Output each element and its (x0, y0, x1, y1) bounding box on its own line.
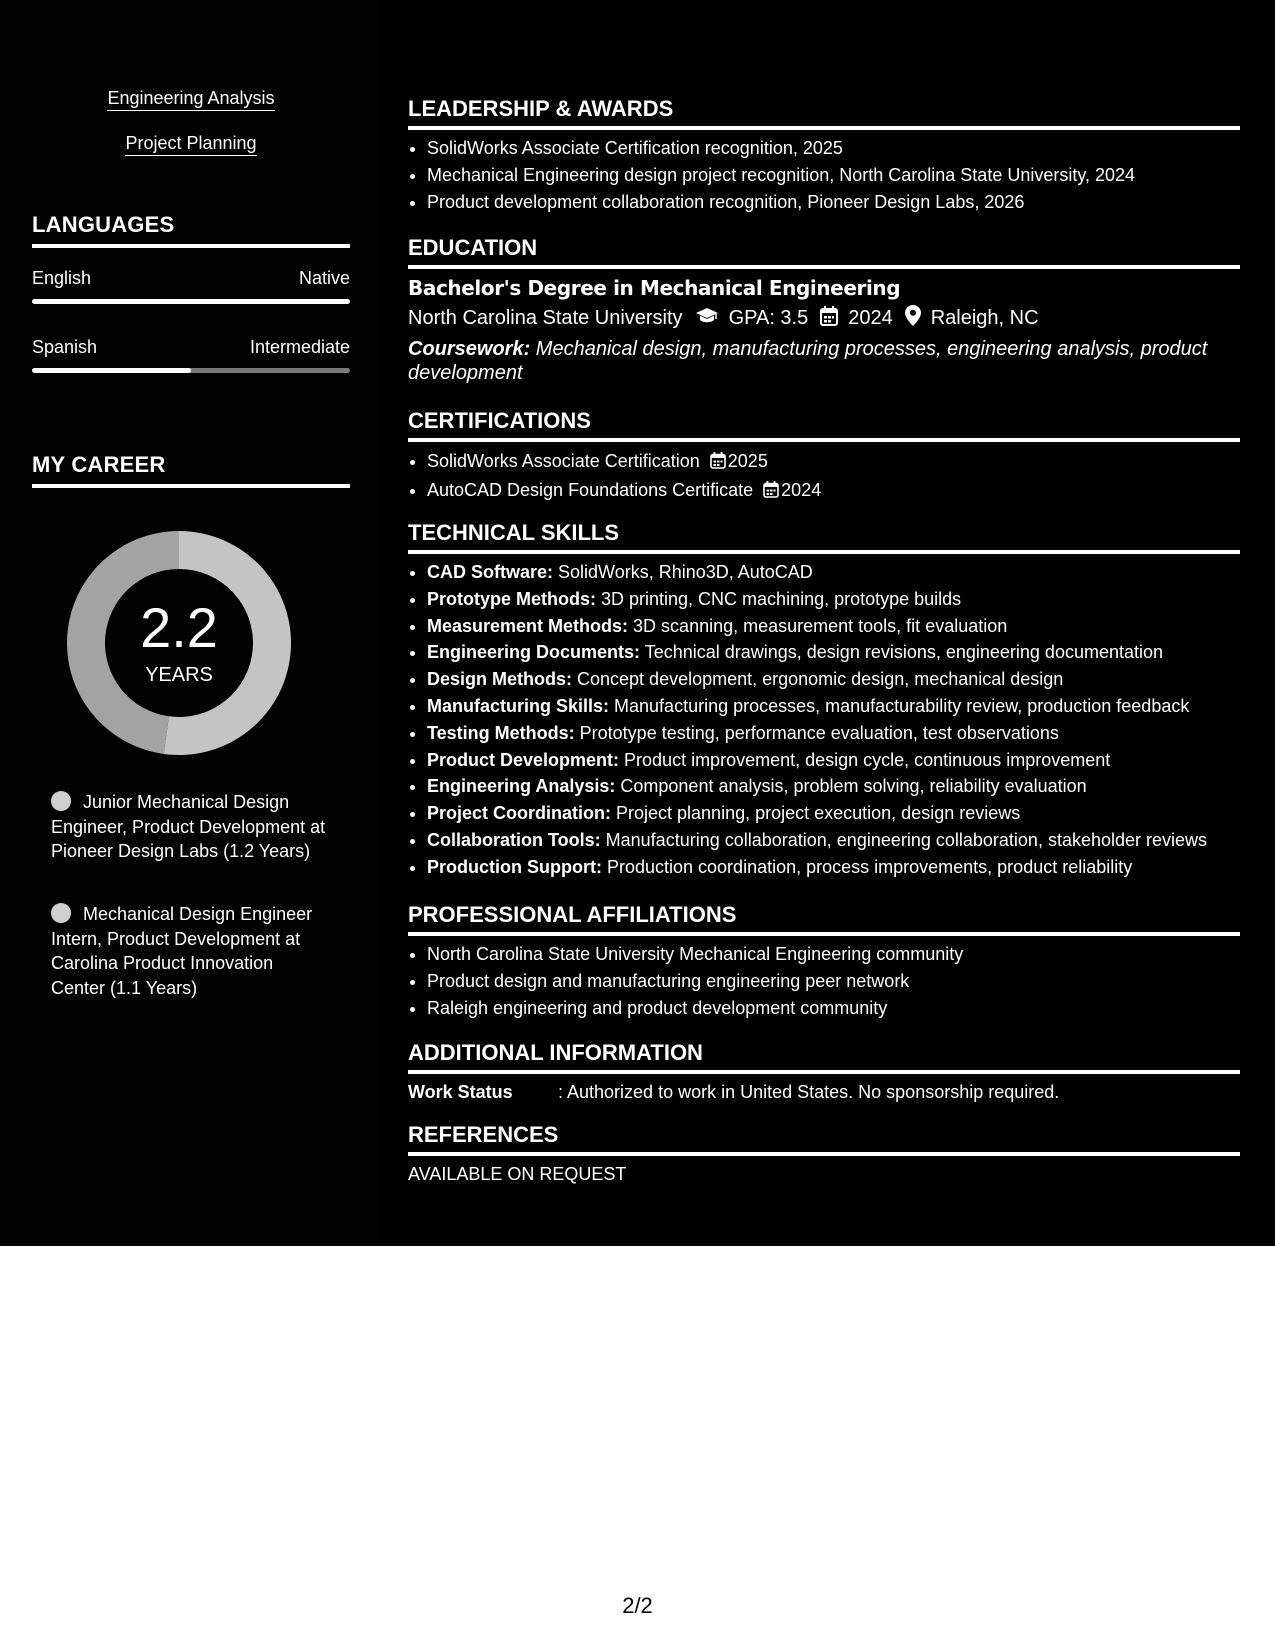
career-total-years: 2.2 (140, 596, 218, 659)
technical-skill-value: Product improvement, design cycle, continuous improvement (619, 749, 1111, 770)
map-pin-icon (905, 305, 921, 332)
technical-skill-label: Product Development: (427, 749, 620, 770)
technical-skills-heading: TECHNICAL SKILLS (408, 520, 1240, 554)
technical-skill-item (427, 720, 1240, 747)
page-number: 2/2 (622, 1593, 653, 1618)
skill-label: Engineering Analysis (107, 88, 274, 111)
technical-skill-item (427, 693, 1240, 720)
certification-name: SolidWorks Associate Certification (427, 451, 700, 471)
language-row-spanish (32, 337, 350, 358)
technical-skill-label: Engineering Analysis: (427, 776, 616, 797)
degree-title: Bachelor's Degree in Mechanical Engineering (408, 276, 901, 300)
list-item: • Product design and manufacturing engineering peer network (427, 968, 1240, 995)
language-row-english (32, 268, 350, 289)
technical-skill-label: CAD Software: (427, 562, 554, 582)
technical-skill-item (427, 586, 1240, 613)
technical-skill-value: Project planning, project execution, design reviews (611, 803, 1021, 824)
language-name: Spanish (32, 337, 98, 357)
language-level: Native (298, 268, 350, 288)
technical-skill-label: Testing Methods: (427, 722, 575, 743)
technical-skill-item (427, 747, 1240, 774)
career-heading: MY CAREER (32, 452, 350, 488)
technical-skill-label: Manufacturing Skills: (427, 695, 610, 716)
language-bar-spanish (32, 368, 350, 373)
language-level: Intermediate (249, 337, 350, 357)
language-bar-english (32, 299, 350, 304)
list-item: • Mechanical Engineering design project recognition, North Carolina State University, 2024 (427, 162, 1240, 189)
technical-skill-value: 3D scanning, measurement tools, fit evaluation (628, 615, 1008, 636)
career-item-text: Junior Mechanical Design Engineer, Product Development at Pioneer Design Labs (1.2 Years) (51, 792, 326, 861)
technical-skill-item (427, 854, 1240, 881)
certifications-heading: CERTIFICATIONS (408, 408, 1240, 442)
calendar-icon (710, 450, 726, 477)
technical-skill-label: Prototype Methods: (427, 588, 596, 609)
list-item (427, 448, 1240, 477)
technical-skill-value: Technical drawings, design revisions, engineering documentation (640, 642, 1164, 663)
list-item: • Product development collaboration recognition, Pioneer Design Labs, 2026 (427, 189, 1240, 216)
list-item (427, 477, 1240, 506)
technical-skill-item (427, 666, 1240, 693)
gpa: GPA: 3.5 (728, 307, 809, 329)
leadership-list (408, 135, 1240, 215)
technical-skill-item (427, 613, 1240, 640)
technical-skill-item (427, 827, 1240, 854)
graduation-year: 2024 (848, 307, 893, 329)
languages-heading: LANGUAGES (32, 212, 350, 248)
language-name: English (32, 268, 92, 288)
technical-skill-value: Manufacturing processes, manufacturability review, production feedback (609, 695, 1190, 716)
technical-skill-label: Collaboration Tools: (427, 829, 601, 850)
graduation-cap-icon (695, 307, 719, 331)
coursework-text: Mechanical design, manufacturing processes, engineering analysis, product development (408, 338, 1208, 384)
career-item-text: Mechanical Design Engineer Intern, Product Development at Carolina Product Innovation Center (1.1 Years) (51, 904, 313, 998)
references-text: AVAILABLE ON REQUEST (408, 1164, 627, 1184)
technical-skill-value: Prototype testing, performance evaluation, test observations (574, 722, 1059, 743)
education-details (408, 305, 1039, 332)
technical-skill-label: Measurement Methods: (427, 615, 629, 636)
affiliations-heading: PROFESSIONAL AFFILIATIONS (408, 902, 1240, 936)
technical-skill-value: 3D printing, CNC machining, prototype builds (596, 588, 962, 609)
leadership-heading: LEADERSHIP & AWARDS (408, 96, 1240, 130)
calendar-icon (820, 306, 838, 332)
certification-year: 2025 (727, 451, 768, 471)
skill-link-engineering-analysis[interactable] (32, 88, 350, 109)
technical-skill-value: Component analysis, problem solving, reliability evaluation (615, 776, 1087, 797)
technical-skill-value: Concept development, ergonomic design, mechanical design (572, 669, 1064, 690)
list-item: • Raleigh engineering and product development community (427, 995, 1240, 1022)
work-status (408, 1082, 1240, 1103)
technical-skill-item (427, 800, 1240, 827)
skill-link-project-planning[interactable] (32, 133, 350, 154)
technical-skill-label: Production Support: (427, 856, 602, 877)
sidebar (0, 0, 380, 1246)
career-total-unit: YEARS (145, 664, 213, 686)
education-heading: EDUCATION (408, 235, 1240, 269)
calendar-icon (763, 479, 779, 506)
work-status-label: Work Status (408, 1082, 513, 1102)
technical-skill-label: Design Methods: (427, 669, 573, 690)
references-heading: REFERENCES (408, 1122, 1240, 1156)
work-status-value: : Authorized to work in United States. No sponsorship required. (558, 1082, 1060, 1102)
technical-skill-value: SolidWorks, Rhino3D, AutoCAD (553, 562, 813, 582)
career-dot-icon (51, 903, 71, 923)
list-item: • North Carolina State University Mechanical Engineering community (427, 941, 1240, 968)
certifications-list (408, 448, 1240, 506)
certification-year: 2024 (781, 479, 822, 500)
affiliations-list (408, 941, 1240, 1021)
career-item (51, 790, 327, 864)
language-bar-fill (32, 299, 350, 304)
technical-skill-value: Production coordination, process improvements, product reliability (601, 856, 1133, 877)
technical-skill-value: Manufacturing collaboration, engineering collaboration, stakeholder reviews (600, 829, 1208, 850)
school-name: North Carolina State University (408, 307, 683, 329)
skill-label: Project Planning (125, 133, 256, 156)
technical-skill-item (427, 639, 1240, 666)
additional-info-heading: ADDITIONAL INFORMATION (408, 1040, 1240, 1074)
education-location: Raleigh, NC (930, 307, 1039, 329)
language-bar-fill (32, 368, 191, 373)
technical-skill-label: Project Coordination: (427, 803, 611, 824)
certification-name: AutoCAD Design Foundations Certificate (427, 479, 754, 500)
technical-skill-item (427, 559, 1240, 586)
career-dot-icon (51, 791, 71, 811)
main-content (408, 0, 1240, 1246)
technical-skill-item (427, 773, 1240, 800)
coursework-label: Coursework: (408, 338, 531, 360)
list-item: • SolidWorks Associate Certification recognition, 2025 (427, 135, 1240, 162)
coursework (408, 337, 1228, 385)
technical-skills-list (408, 559, 1240, 881)
career-item (51, 902, 327, 1000)
technical-skill-label: Engineering Documents: (427, 642, 641, 663)
